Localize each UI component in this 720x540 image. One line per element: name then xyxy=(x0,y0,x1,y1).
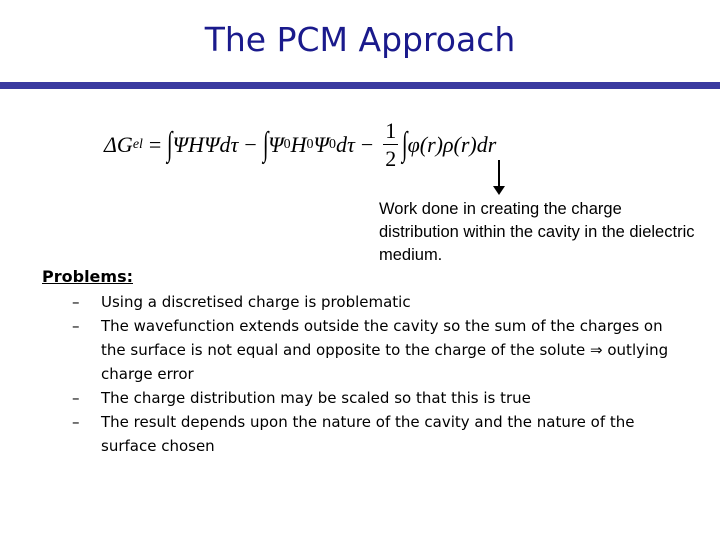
list-item-text: The wavefunction extends outside the cavity so the sum of the charges on the surface is not equal and opposite to the charge of the solute ⇒ outlying charge error xyxy=(101,317,669,383)
energy-equation xyxy=(104,112,604,178)
list-item-text: The charge distribution may be scaled so that this is true xyxy=(101,389,531,407)
eq-lhs-sub: el xyxy=(132,137,143,152)
eq-term2-psi2: Ψ xyxy=(313,132,329,157)
integral-sign-3: ∫ xyxy=(402,126,408,163)
eq-fraction-num: 1 xyxy=(385,118,397,143)
eq-minus-2: − xyxy=(360,132,374,157)
list-item-text: Using a discretised charge is problematic xyxy=(101,293,411,311)
eq-term2-psi: Ψ xyxy=(268,132,284,157)
eq-lhs: ΔG xyxy=(104,132,133,157)
dash-bullet: – xyxy=(72,293,80,311)
annotation-note: Work done in creating the charge distribution within the cavity in the dielectric medium. xyxy=(379,200,695,264)
dash-bullet: – xyxy=(72,317,80,335)
eq-term3: φ(r)ρ(r)dr xyxy=(407,132,497,157)
eq-term2-dtau: dτ xyxy=(335,132,355,157)
list-item-text: The result depends upon the nature of the cavity and the nature of the surface chosen xyxy=(101,413,635,455)
integral-sign-1: ∫ xyxy=(167,126,173,163)
eq-term2-psi-sub: 0 xyxy=(283,137,291,152)
pointer-arrowhead-icon xyxy=(493,186,505,195)
dash-bullet: – xyxy=(72,389,80,407)
list-item xyxy=(72,386,682,410)
eq-term2-h-sub: 0 xyxy=(306,137,314,152)
eq-term2-psi2-sub: 0 xyxy=(328,137,336,152)
title-divider xyxy=(0,82,720,89)
list-item xyxy=(72,314,682,386)
problems-list xyxy=(72,290,682,458)
integral-sign-2: ∫ xyxy=(262,126,269,163)
list-item xyxy=(72,290,682,314)
eq-term1: ΨHΨdτ xyxy=(172,132,239,157)
problems-heading: Problems: xyxy=(42,267,133,286)
eq-equals: = xyxy=(148,132,162,157)
eq-fraction-den: 2 xyxy=(385,146,397,171)
eq-term2-h: H xyxy=(290,132,307,157)
dash-bullet: – xyxy=(72,413,80,431)
slide-title: The PCM Approach xyxy=(204,20,516,59)
eq-minus-1: − xyxy=(244,132,257,157)
list-item xyxy=(72,410,682,458)
eq-fraction xyxy=(383,120,398,170)
